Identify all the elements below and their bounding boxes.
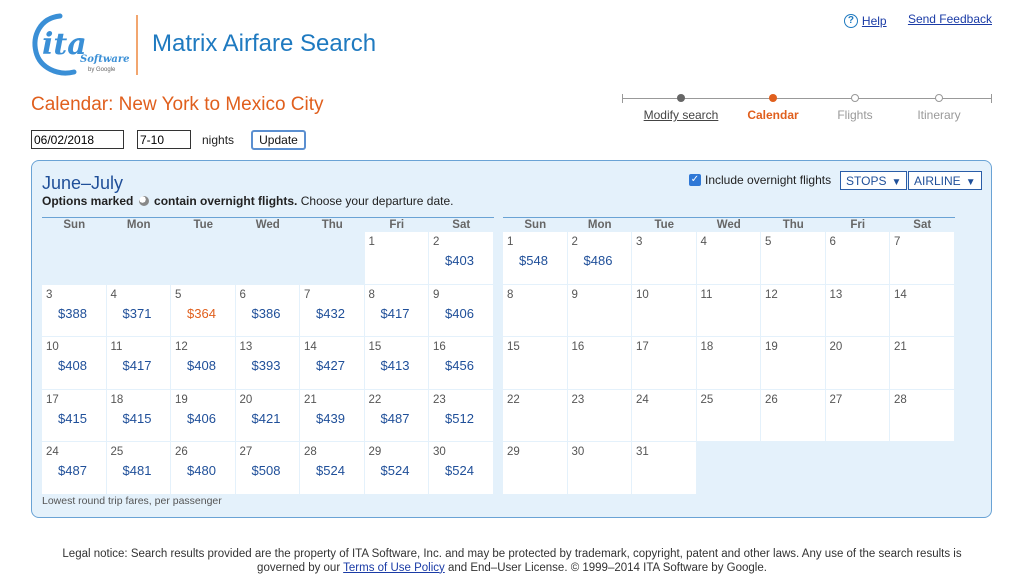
- fare-price[interactable]: $406: [445, 305, 474, 321]
- day-number: 18: [700, 341, 714, 353]
- svg-text:Software: Software: [80, 54, 130, 65]
- fare-price[interactable]: $439: [316, 410, 345, 426]
- day-number: 14: [894, 288, 907, 301]
- calendar-day-june-24[interactable]: [42, 442, 107, 495]
- calendar-day-july-13: [826, 285, 891, 338]
- calendar-day-june-20[interactable]: [236, 390, 301, 443]
- day-number: 1: [507, 236, 514, 248]
- weekday-label: Thu: [321, 219, 343, 231]
- weekday-label: Wed: [716, 219, 741, 231]
- step-flights: [825, 92, 885, 122]
- day-number: 25: [110, 446, 124, 458]
- fare-price[interactable]: $481: [122, 463, 152, 478]
- fare-price[interactable]: $524: [445, 463, 474, 478]
- day-number: 6: [829, 236, 836, 248]
- day-number: 10: [46, 341, 59, 353]
- day-number: 30: [571, 446, 585, 458]
- step-label: Itinerary: [917, 108, 961, 122]
- weekday-label: Sun: [63, 219, 86, 231]
- calendar-day-july-12: [761, 285, 826, 338]
- day-number: 29: [507, 446, 520, 458]
- fare-price[interactable]: $427: [316, 358, 345, 373]
- day-number: 1: [368, 236, 375, 248]
- step-dot: [677, 94, 685, 102]
- calendar-day-june-18[interactable]: [107, 390, 172, 443]
- day-number: 16: [571, 341, 585, 353]
- weekday-label: Wed: [255, 219, 280, 231]
- help-link[interactable]: Help: [861, 14, 887, 28]
- weekday-label: Mon: [126, 219, 151, 231]
- question-circle-icon[interactable]: ?: [844, 14, 858, 28]
- departure-date-input[interactable]: [31, 130, 124, 149]
- day-number: 27: [239, 446, 253, 458]
- step-label[interactable]: Modify search: [643, 108, 719, 122]
- calendar-day-july-23: [568, 390, 633, 443]
- day-number: 9: [571, 288, 578, 301]
- calendar-panel: [31, 160, 992, 518]
- fare-footnote: Lowest round trip fares, per passenger: [42, 495, 222, 507]
- calendar-day-june-22[interactable]: [365, 390, 430, 443]
- svg-text:ita: ita: [42, 27, 87, 62]
- app-title: Matrix Airfare Search: [152, 30, 377, 57]
- legal-text-2: and End–User License. © 1999–2014 ITA Software by Google.: [444, 561, 767, 574]
- fare-price[interactable]: $456: [445, 358, 474, 373]
- fare-price[interactable]: $406: [187, 410, 216, 426]
- calendar-day-june-14[interactable]: [300, 337, 365, 390]
- weekday-label: Tue: [654, 219, 675, 231]
- day-number: 22: [507, 393, 520, 406]
- calendar-day-july-2[interactable]: [568, 232, 633, 285]
- calendar-day-july-9: [568, 285, 633, 338]
- stops-label: STOPS: [846, 173, 887, 188]
- day-number: 8: [507, 288, 514, 301]
- steps-cap-right: [991, 94, 992, 103]
- calendar-day-july-25: [697, 390, 762, 443]
- month-july: [503, 217, 955, 495]
- calendar-day-june-29[interactable]: [365, 442, 430, 495]
- help-link-wrap[interactable]: [844, 14, 887, 28]
- calendar-day-july-5: [761, 232, 826, 285]
- day-number: 2: [571, 236, 578, 248]
- calendar-day-june-5[interactable]: [171, 285, 236, 338]
- step-itinerary: [906, 92, 972, 122]
- calendar-day-june-9[interactable]: [429, 285, 494, 338]
- calendar-day-june-8[interactable]: [365, 285, 430, 338]
- day-number: 19: [765, 341, 778, 353]
- nights-label: nights: [202, 133, 235, 147]
- day-number: 27: [829, 393, 843, 406]
- day-number: 4: [110, 288, 117, 301]
- weekday-header: [503, 217, 955, 232]
- calendar-day-july-11: [697, 285, 762, 338]
- terms-of-use-link[interactable]: Terms of Use Policy: [343, 561, 445, 574]
- day-number: 31: [636, 446, 649, 458]
- calendar-day-july-22: [503, 390, 568, 443]
- calendar-day-july-3: [632, 232, 697, 285]
- day-number: 23: [571, 393, 585, 406]
- month-june: [42, 217, 494, 495]
- calendar-day-july-16: [568, 337, 633, 390]
- day-number: 30: [433, 446, 446, 458]
- calendar-day-july-17: [632, 337, 697, 390]
- day-number: 20: [829, 341, 843, 353]
- empty-cell: [171, 232, 236, 285]
- progress-steps: [622, 92, 992, 122]
- svg-text:by Google: by Google: [88, 67, 116, 73]
- step-modify-search[interactable]: [638, 92, 724, 122]
- fare-price[interactable]: $417: [122, 358, 152, 373]
- calendar-day-june-21[interactable]: [300, 390, 365, 443]
- day-number: 8: [368, 288, 375, 301]
- calendar-day-july-27: [826, 390, 891, 443]
- fare-price[interactable]: $388: [58, 305, 87, 321]
- calendar-day-june-26[interactable]: [171, 442, 236, 495]
- subtitle-bold-2: contain overnight flights.: [154, 194, 298, 208]
- weekday-label: Mon: [587, 219, 612, 231]
- header-divider: [136, 15, 138, 75]
- empty-cell: [42, 232, 107, 285]
- day-number: 3: [636, 236, 643, 248]
- fare-price[interactable]: $415: [58, 410, 87, 426]
- calendar-day-july-18: [697, 337, 762, 390]
- calendar-day-june-13[interactable]: [236, 337, 301, 390]
- calendar-day-july-4: [697, 232, 762, 285]
- calendar-day-june-2[interactable]: [429, 232, 494, 285]
- day-number: 18: [110, 393, 124, 406]
- fare-price[interactable]: $421: [251, 410, 281, 426]
- day-number: 6: [239, 288, 246, 301]
- weekday-label: Tue: [193, 219, 214, 231]
- day-number: 16: [433, 341, 446, 353]
- top-links: [844, 12, 992, 28]
- fare-price[interactable]: $508: [251, 463, 281, 478]
- day-number: 15: [368, 341, 382, 353]
- calendar-day-june-7[interactable]: [300, 285, 365, 338]
- day-number: 12: [175, 341, 188, 353]
- day-grid: [503, 232, 955, 495]
- fare-price[interactable]: $415: [122, 410, 152, 426]
- calendar-day-june-15[interactable]: [365, 337, 430, 390]
- steps-cap-left: [622, 94, 623, 103]
- day-number: 9: [433, 288, 440, 301]
- calendar-day-june-6[interactable]: [236, 285, 301, 338]
- day-number: 11: [700, 288, 713, 301]
- legal-text-1: Legal notice: Search results provided are the property of ITA Software, Inc. and may be protected by trademark, copyright, patent and other laws. Any use of the search results is governed by our: [62, 548, 962, 574]
- fare-price[interactable]: $487: [58, 463, 87, 478]
- calendar-day-july-21: [890, 337, 955, 390]
- overnight-label: Include overnight flights: [705, 173, 832, 187]
- overnight-checkbox[interactable]: ✓: [690, 174, 700, 185]
- fare-price[interactable]: $417: [380, 305, 410, 321]
- weekday-label: Sat: [913, 219, 932, 231]
- fare-price[interactable]: $364: [187, 305, 216, 321]
- day-number: 26: [765, 393, 778, 406]
- day-grid: [42, 232, 494, 495]
- fare-price[interactable]: $371: [122, 305, 152, 321]
- ita-software-logo[interactable]: [30, 12, 130, 78]
- subtitle-rest: Choose your departure date.: [297, 194, 454, 208]
- step-calendar: [738, 92, 808, 122]
- day-number: 19: [175, 393, 188, 406]
- calendar-day-july-10: [632, 285, 697, 338]
- calendar-day-june-28[interactable]: [300, 442, 365, 495]
- day-number: 13: [829, 288, 843, 301]
- send-feedback-link[interactable]: Send Feedback: [907, 12, 992, 26]
- fare-price[interactable]: $512: [445, 410, 474, 426]
- fare-price[interactable]: $408: [187, 358, 216, 373]
- triangle-down-icon: ▼: [965, 176, 976, 188]
- calendar-day-june-23[interactable]: [429, 390, 494, 443]
- calendar-day-july-29: [503, 442, 568, 495]
- calendar-day-june-12[interactable]: [171, 337, 236, 390]
- calendar-day-july-20: [826, 337, 891, 390]
- day-number: 5: [175, 288, 182, 301]
- calendar-day-july-30: [568, 442, 633, 495]
- empty-cell: [300, 232, 365, 285]
- day-number: 4: [700, 236, 707, 248]
- weekday-label: Fri: [389, 219, 405, 231]
- step-label: Calendar: [747, 108, 799, 122]
- day-number: 23: [433, 393, 446, 406]
- day-number: 28: [304, 446, 317, 458]
- weekday-label: Sat: [452, 219, 471, 231]
- fare-price[interactable]: $524: [380, 463, 410, 478]
- day-number: 26: [175, 446, 188, 458]
- fare-price[interactable]: $408: [58, 358, 87, 373]
- calendar-day-june-25[interactable]: [107, 442, 172, 495]
- calendar-day-june-17[interactable]: [42, 390, 107, 443]
- day-number: 17: [636, 341, 649, 353]
- day-number: 20: [239, 393, 253, 406]
- calendar-day-june-30[interactable]: [429, 442, 494, 495]
- weekday-header: [42, 217, 494, 232]
- calendar-day-july-15: [503, 337, 568, 390]
- fare-price[interactable]: $524: [316, 463, 345, 478]
- triangle-down-icon: ▼: [891, 176, 902, 188]
- day-number: 21: [894, 341, 907, 353]
- update-button[interactable]: Update: [251, 130, 306, 150]
- fare-price[interactable]: $432: [316, 305, 345, 321]
- weekday-label: Thu: [782, 219, 804, 231]
- day-number: 14: [304, 341, 317, 353]
- page-title: Calendar: New York to Mexico City: [31, 94, 324, 115]
- calendar-day-july-28: [890, 390, 955, 443]
- fare-price[interactable]: $413: [380, 358, 410, 373]
- legal-notice: [40, 548, 984, 575]
- fare-price[interactable]: $480: [187, 463, 216, 478]
- fare-price[interactable]: $487: [380, 410, 410, 426]
- step-label: Flights: [837, 108, 873, 122]
- day-number: 7: [894, 236, 901, 248]
- fare-price[interactable]: $403: [445, 253, 474, 268]
- subtitle-bold-1: Options marked: [42, 194, 134, 208]
- calendar-day-july-31: [632, 442, 697, 495]
- calendar-day-july-14: [890, 285, 955, 338]
- panel-subtitle: [42, 194, 454, 208]
- day-number: 3: [46, 288, 53, 301]
- calendar-day-july-6: [826, 232, 891, 285]
- day-number: 22: [368, 393, 382, 406]
- step-dot: [935, 94, 943, 102]
- calendar-day-june-19[interactable]: [171, 390, 236, 443]
- day-number: 21: [304, 393, 317, 406]
- calendar-day-july-7: [890, 232, 955, 285]
- day-number: 24: [636, 393, 649, 406]
- calendar-day-july-26: [761, 390, 826, 443]
- empty-cell: [236, 232, 301, 285]
- day-number: 10: [636, 288, 649, 301]
- calendar-day-june-27[interactable]: [236, 442, 301, 495]
- calendar-day-july-8: [503, 285, 568, 338]
- panel-title: June–July: [42, 173, 124, 193]
- step-dot: [769, 94, 777, 102]
- calendar-day-july-24: [632, 390, 697, 443]
- weekday-label: Sun: [524, 219, 547, 231]
- calendar-day-june-16[interactable]: [429, 337, 494, 390]
- fare-price[interactable]: $386: [251, 305, 281, 321]
- day-number: 15: [507, 341, 520, 353]
- day-number: 5: [765, 236, 772, 248]
- step-dot: [851, 94, 859, 102]
- day-number: 17: [46, 393, 59, 406]
- day-number: 2: [433, 236, 440, 248]
- nights-input[interactable]: [137, 130, 191, 149]
- airline-dropdown[interactable]: [908, 171, 982, 190]
- calendar-day-june-10[interactable]: [42, 337, 107, 390]
- stops-dropdown[interactable]: [840, 171, 907, 190]
- day-number: 12: [765, 288, 778, 301]
- calendar-day-july-19: [761, 337, 826, 390]
- calendar-day-june-3[interactable]: [42, 285, 107, 338]
- empty-cell: [107, 232, 172, 285]
- overnight-toggle[interactable]: [689, 173, 831, 187]
- calendar-day-june-4[interactable]: [107, 285, 172, 338]
- calendar-day-june-1: [365, 232, 430, 285]
- overnight-moon-icon: [139, 196, 149, 206]
- day-number: 13: [239, 341, 253, 353]
- day-number: 11: [110, 341, 123, 353]
- weekday-label: Fri: [850, 219, 866, 231]
- calendar-day-july-1[interactable]: [503, 232, 568, 285]
- airline-label: AIRLINE: [914, 173, 961, 188]
- fare-price[interactable]: $548: [519, 253, 548, 268]
- fare-price[interactable]: $393: [251, 358, 281, 373]
- calendar-day-june-11[interactable]: [107, 337, 172, 390]
- fare-price[interactable]: $486: [583, 253, 613, 268]
- day-number: 7: [304, 288, 311, 301]
- day-number: 24: [46, 446, 59, 458]
- day-number: 28: [894, 393, 907, 406]
- day-number: 25: [700, 393, 714, 406]
- day-number: 29: [368, 446, 382, 458]
